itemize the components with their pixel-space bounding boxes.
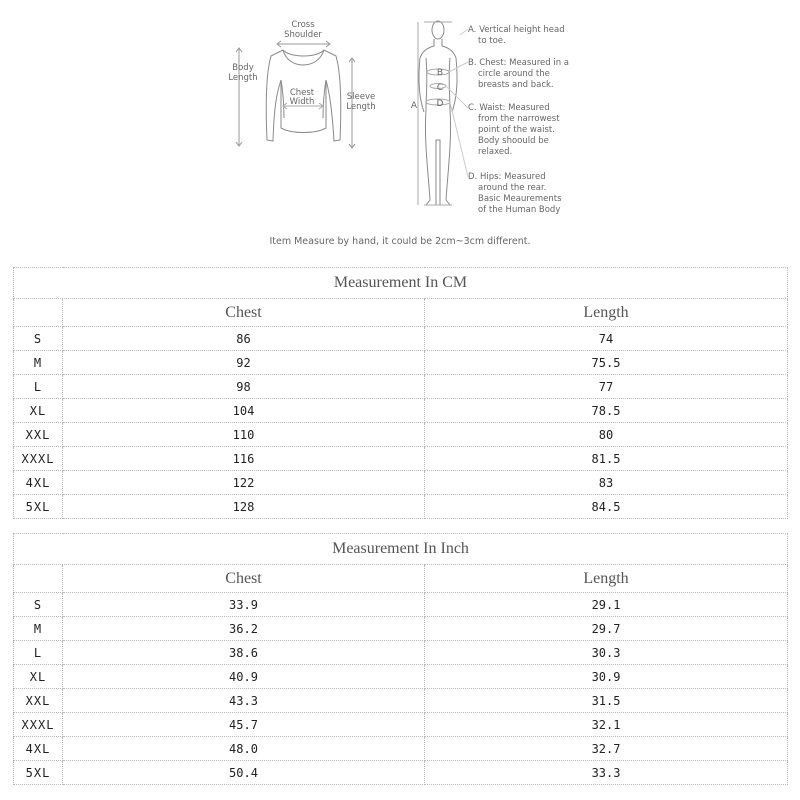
letter-b: B xyxy=(436,68,444,78)
chest-cell: 98 xyxy=(63,375,425,399)
size-cell: 4XL xyxy=(14,737,63,761)
table-row xyxy=(14,665,788,689)
size-table-cm xyxy=(13,267,788,519)
svg-text:point of the waist. xyxy=(478,125,555,135)
chest-cell: 122 xyxy=(63,471,425,495)
svg-text:Length xyxy=(228,73,257,83)
length-cell: 80 xyxy=(425,423,788,447)
body-notes xyxy=(468,25,569,215)
chest-width-label-2: Width xyxy=(289,97,315,107)
table-row xyxy=(14,327,788,351)
length-cell: 78.5 xyxy=(425,399,788,423)
chest-cell: 36.2 xyxy=(63,617,425,641)
size-cell: XXL xyxy=(14,689,63,713)
table-row xyxy=(14,593,788,617)
chest-cell: 128 xyxy=(63,495,425,519)
chest-cell: 86 xyxy=(63,327,425,351)
header-corner xyxy=(14,565,63,593)
length-cell: 32.7 xyxy=(425,737,788,761)
svg-text:D xyxy=(437,99,444,109)
svg-text:Shoulder xyxy=(284,30,322,40)
cross-shoulder-label-2: Shoulder xyxy=(284,30,322,40)
svg-text:Sleeve xyxy=(347,92,375,102)
svg-text:circle around the xyxy=(478,69,550,79)
header-length: Length xyxy=(425,565,788,593)
letter-c: C xyxy=(436,83,444,93)
svg-text:around the rear. xyxy=(478,183,546,193)
size-cell: S xyxy=(14,327,63,351)
chest-cell: 104 xyxy=(63,399,425,423)
chest-cell: 50.4 xyxy=(63,761,425,785)
table-row xyxy=(14,471,788,495)
svg-text:C xyxy=(437,83,443,93)
note-d-line-3: Basic Meaurements xyxy=(478,194,562,204)
size-table-inch xyxy=(13,533,788,785)
measurement-diagrams xyxy=(0,0,800,230)
chest-cell: 92 xyxy=(63,351,425,375)
note-c-line-4: Body shoould be xyxy=(478,136,549,146)
svg-text:to toe. xyxy=(478,36,506,46)
svg-text:relaxed. xyxy=(478,147,512,157)
size-cell: L xyxy=(14,375,63,399)
table-row xyxy=(14,351,788,375)
svg-text:breasts and back. xyxy=(478,80,554,90)
sleeve-length-label-2: Length xyxy=(346,102,376,112)
note-a-line-1: A. Vertical height head xyxy=(468,25,565,35)
size-cell: L xyxy=(14,641,63,665)
note-c-line-5: relaxed. xyxy=(478,147,513,157)
size-cell: 5XL xyxy=(14,495,63,519)
table-row xyxy=(14,713,788,737)
svg-text:Cross xyxy=(291,20,315,30)
chest-cell: 48.0 xyxy=(63,737,425,761)
size-cell: XXL xyxy=(14,423,63,447)
size-cell: M xyxy=(14,351,63,375)
note-b-line-2: circle around the xyxy=(478,69,550,79)
table-title-row xyxy=(14,534,788,565)
note-b-line-3: breasts and back. xyxy=(478,80,554,90)
size-table-cm-body xyxy=(14,268,788,519)
table-row xyxy=(14,447,788,471)
header-chest: Chest xyxy=(63,565,425,593)
header-chest: Chest xyxy=(63,299,425,327)
length-cell: 30.9 xyxy=(425,665,788,689)
size-cell: XL xyxy=(14,399,63,423)
table-header-row xyxy=(14,565,788,593)
svg-text:Basic Meaurements xyxy=(478,194,562,204)
table-row xyxy=(14,761,788,785)
header-corner xyxy=(14,299,63,327)
table-row xyxy=(14,617,788,641)
length-cell: 29.7 xyxy=(425,617,788,641)
size-cell: 5XL xyxy=(14,761,63,785)
chest-cell: 33.9 xyxy=(63,593,425,617)
svg-text:of the Human Body xyxy=(478,205,560,215)
length-cell: 84.5 xyxy=(425,495,788,519)
length-cell: 30.3 xyxy=(425,641,788,665)
note-c-line-1: C. Waist: Measured xyxy=(468,103,550,113)
svg-text:B xyxy=(437,68,443,78)
letter-d: D xyxy=(436,99,444,109)
table-row xyxy=(14,399,788,423)
svg-text:D. Hips: Measured xyxy=(468,172,546,182)
svg-text:Length xyxy=(346,102,375,112)
note-b-line-1: B. Chest: Measured in a xyxy=(468,58,569,68)
svg-text:Width xyxy=(290,97,315,107)
length-cell: 33.3 xyxy=(425,761,788,785)
table-title-row xyxy=(14,268,788,299)
letter-a: A xyxy=(410,101,418,111)
size-cell: 4XL xyxy=(14,471,63,495)
body-figure xyxy=(418,21,468,205)
length-cell: 75.5 xyxy=(425,351,788,375)
table-title: Measurement In CM xyxy=(14,268,788,299)
length-cell: 29.1 xyxy=(425,593,788,617)
body-length-label-2: Length xyxy=(228,73,258,83)
note-c-line-2: from the narrowest xyxy=(478,114,560,124)
svg-text:B. Chest: Measured in a xyxy=(468,58,569,68)
chest-cell: 43.3 xyxy=(63,689,425,713)
size-table-inch-body xyxy=(14,534,788,785)
chest-cell: 45.7 xyxy=(63,713,425,737)
note-d-line-4: of the Human Body xyxy=(478,205,561,215)
table-row xyxy=(14,375,788,399)
table-header-row xyxy=(14,299,788,327)
note-c-line-3: point of the waist. xyxy=(478,125,555,135)
body-length-label-1: Body xyxy=(232,63,254,73)
header-length: Length xyxy=(425,299,788,327)
length-cell: 31.5 xyxy=(425,689,788,713)
cross-shoulder-label-1: Cross xyxy=(291,20,315,30)
note-d-line-2: around the rear. xyxy=(478,183,547,193)
sleeve-length-label-1: Sleeve xyxy=(346,92,376,102)
svg-text:C. Waist: Measured xyxy=(468,103,550,113)
length-cell: 74 xyxy=(425,327,788,351)
size-cell: XXXL xyxy=(14,713,63,737)
chest-cell: 110 xyxy=(63,423,425,447)
table-title: Measurement In Inch xyxy=(14,534,788,565)
table-row xyxy=(14,641,788,665)
svg-text:from the narrowest xyxy=(478,114,560,124)
length-cell: 83 xyxy=(425,471,788,495)
svg-text:A. Vertical height head xyxy=(468,25,565,35)
size-cell: S xyxy=(14,593,63,617)
length-cell: 81.5 xyxy=(425,447,788,471)
size-cell: M xyxy=(14,617,63,641)
garment-labels xyxy=(228,20,375,112)
chest-cell: 116 xyxy=(63,447,425,471)
table-row xyxy=(14,423,788,447)
svg-text:A xyxy=(411,101,418,111)
table-row xyxy=(14,737,788,761)
size-cell: XL xyxy=(14,665,63,689)
chest-width-label-1: Chest xyxy=(289,88,315,98)
note-d-line-1: D. Hips: Measured xyxy=(468,172,546,182)
svg-text:Body shoould be xyxy=(478,136,549,146)
note-a-line-2: to toe. xyxy=(478,36,506,46)
chest-cell: 38.6 xyxy=(63,641,425,665)
table-row xyxy=(14,689,788,713)
length-cell: 77 xyxy=(425,375,788,399)
svg-text:Body xyxy=(232,63,253,73)
size-cell: XXXL xyxy=(14,447,63,471)
table-row xyxy=(14,495,788,519)
chest-cell: 40.9 xyxy=(63,665,425,689)
measure-note: Item Measure by hand, it could be 2cm~3cm different. xyxy=(269,236,531,247)
length-cell: 32.1 xyxy=(425,713,788,737)
